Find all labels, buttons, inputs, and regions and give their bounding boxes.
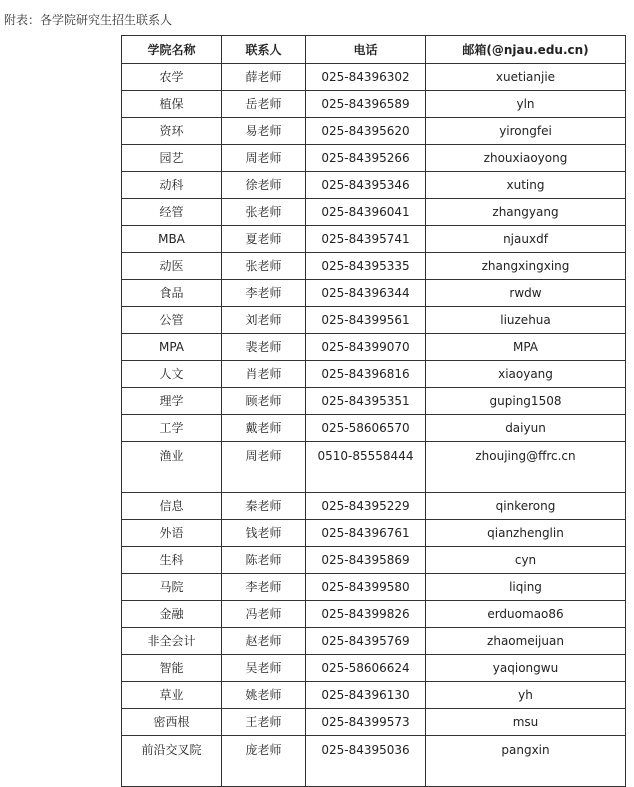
contact-cell: 赵老师	[222, 628, 306, 655]
college-cell: 智能	[122, 655, 222, 682]
phone-cell: 025-84395769	[306, 628, 426, 655]
table-row	[122, 253, 626, 280]
phone-cell: 025-84399826	[306, 601, 426, 628]
phone-cell: 025-84399573	[306, 709, 426, 736]
phone-cell: 025-84399561	[306, 307, 426, 334]
contact-cell: 岳老师	[222, 91, 306, 118]
table-row	[122, 601, 626, 628]
email-cell: njauxdf	[426, 226, 626, 253]
contact-cell: 张老师	[222, 253, 306, 280]
contact-cell: 张老师	[222, 199, 306, 226]
email-cell: zhangxingxing	[426, 253, 626, 280]
table-row	[122, 118, 626, 145]
email-cell: xuetianjie	[426, 64, 626, 91]
college-cell: MPA	[122, 334, 222, 361]
header-phone: 电话	[306, 36, 426, 64]
contact-cell: 冯老师	[222, 601, 306, 628]
email-cell: xiaoyang	[426, 361, 626, 388]
contact-cell: 易老师	[222, 118, 306, 145]
contact-cell: 周老师	[222, 145, 306, 172]
college-cell: 园艺	[122, 145, 222, 172]
header-contact: 联系人	[222, 36, 306, 64]
phone-cell: 025-84395335	[306, 253, 426, 280]
table-row	[122, 91, 626, 118]
phone-cell: 025-84395741	[306, 226, 426, 253]
phone-cell: 025-84395036	[306, 736, 426, 787]
college-cell: 前沿交叉院	[122, 736, 222, 787]
college-cell: 动医	[122, 253, 222, 280]
email-cell: yaqiongwu	[426, 655, 626, 682]
contact-cell: 裴老师	[222, 334, 306, 361]
phone-cell: 025-84396761	[306, 520, 426, 547]
email-cell: MPA	[426, 334, 626, 361]
phone-cell: 025-84399580	[306, 574, 426, 601]
email-cell: yh	[426, 682, 626, 709]
contact-cell: 秦老师	[222, 493, 306, 520]
college-cell: 生科	[122, 547, 222, 574]
contact-cell: 肖老师	[222, 361, 306, 388]
college-cell: 金融	[122, 601, 222, 628]
contact-cell: 刘老师	[222, 307, 306, 334]
email-cell: liqing	[426, 574, 626, 601]
college-cell: 渔业	[122, 442, 222, 493]
table-row	[122, 388, 626, 415]
email-cell: zhaomeijuan	[426, 628, 626, 655]
contact-cell: 周老师	[222, 442, 306, 493]
email-cell: guping1508	[426, 388, 626, 415]
table-row	[122, 334, 626, 361]
phone-cell: 0510-85558444	[306, 442, 426, 493]
college-cell: 资环	[122, 118, 222, 145]
college-cell: 食品	[122, 280, 222, 307]
contact-cell: 顾老师	[222, 388, 306, 415]
phone-cell: 025-84396302	[306, 64, 426, 91]
college-cell: 人文	[122, 361, 222, 388]
email-cell: cyn	[426, 547, 626, 574]
phone-cell: 025-84395346	[306, 172, 426, 199]
table-caption: 附表：各学院研究生招生联系人	[4, 13, 173, 27]
contact-cell: 李老师	[222, 280, 306, 307]
table-row	[122, 442, 626, 493]
email-cell: qinkerong	[426, 493, 626, 520]
phone-cell: 025-84396344	[306, 280, 426, 307]
college-cell: 公管	[122, 307, 222, 334]
email-cell: daiyun	[426, 415, 626, 442]
table-row	[122, 361, 626, 388]
college-cell: 经管	[122, 199, 222, 226]
email-cell: liuzehua	[426, 307, 626, 334]
table-row	[122, 226, 626, 253]
email-cell: rwdw	[426, 280, 626, 307]
table-row	[122, 547, 626, 574]
table-row	[122, 655, 626, 682]
table-row	[122, 145, 626, 172]
email-cell: msu	[426, 709, 626, 736]
contact-cell: 庞老师	[222, 736, 306, 787]
email-cell: zhoujing@ffrc.cn	[426, 442, 626, 493]
table-row	[122, 736, 626, 787]
contact-cell: 薛老师	[222, 64, 306, 91]
table-row	[122, 64, 626, 91]
email-cell: zhangyang	[426, 199, 626, 226]
table-row	[122, 415, 626, 442]
phone-cell: 025-84395351	[306, 388, 426, 415]
college-cell: 马院	[122, 574, 222, 601]
contact-cell: 李老师	[222, 574, 306, 601]
email-cell: qianzhenglin	[426, 520, 626, 547]
college-cell: 植保	[122, 91, 222, 118]
table-row	[122, 307, 626, 334]
email-cell: yirongfei	[426, 118, 626, 145]
phone-cell: 025-84395620	[306, 118, 426, 145]
header-email: 邮箱(@njau.edu.cn)	[426, 36, 626, 64]
contact-cell: 吴老师	[222, 655, 306, 682]
college-cell: 农学	[122, 64, 222, 91]
table-row	[122, 493, 626, 520]
table-row	[122, 709, 626, 736]
phone-cell: 025-84396589	[306, 91, 426, 118]
college-cell: 非全会计	[122, 628, 222, 655]
email-cell: erduomao86	[426, 601, 626, 628]
email-cell: zhouxiaoyong	[426, 145, 626, 172]
table-row	[122, 520, 626, 547]
phone-cell: 025-84395266	[306, 145, 426, 172]
college-cell: 理学	[122, 388, 222, 415]
contact-cell: 夏老师	[222, 226, 306, 253]
contact-cell: 王老师	[222, 709, 306, 736]
header-college: 学院名称	[122, 36, 222, 64]
college-cell: 外语	[122, 520, 222, 547]
table-row	[122, 280, 626, 307]
phone-cell: 025-84395869	[306, 547, 426, 574]
contacts-table	[121, 35, 626, 787]
table-row	[122, 628, 626, 655]
table-row	[122, 199, 626, 226]
college-cell: 动科	[122, 172, 222, 199]
email-cell: xuting	[426, 172, 626, 199]
phone-cell: 025-84396816	[306, 361, 426, 388]
contact-cell: 戴老师	[222, 415, 306, 442]
table-row	[122, 574, 626, 601]
table-header-row	[122, 36, 626, 64]
contact-cell: 姚老师	[222, 682, 306, 709]
contact-cell: 徐老师	[222, 172, 306, 199]
phone-cell: 025-84396130	[306, 682, 426, 709]
college-cell: 密西根	[122, 709, 222, 736]
phone-cell: 025-58606624	[306, 655, 426, 682]
phone-cell: 025-84399070	[306, 334, 426, 361]
phone-cell: 025-58606570	[306, 415, 426, 442]
contact-cell: 陈老师	[222, 547, 306, 574]
college-cell: 草业	[122, 682, 222, 709]
table-row	[122, 682, 626, 709]
college-cell: MBA	[122, 226, 222, 253]
college-cell: 工学	[122, 415, 222, 442]
contact-cell: 钱老师	[222, 520, 306, 547]
email-cell: pangxin	[426, 736, 626, 787]
college-cell: 信息	[122, 493, 222, 520]
table-row	[122, 172, 626, 199]
phone-cell: 025-84396041	[306, 199, 426, 226]
email-cell: yln	[426, 91, 626, 118]
phone-cell: 025-84395229	[306, 493, 426, 520]
